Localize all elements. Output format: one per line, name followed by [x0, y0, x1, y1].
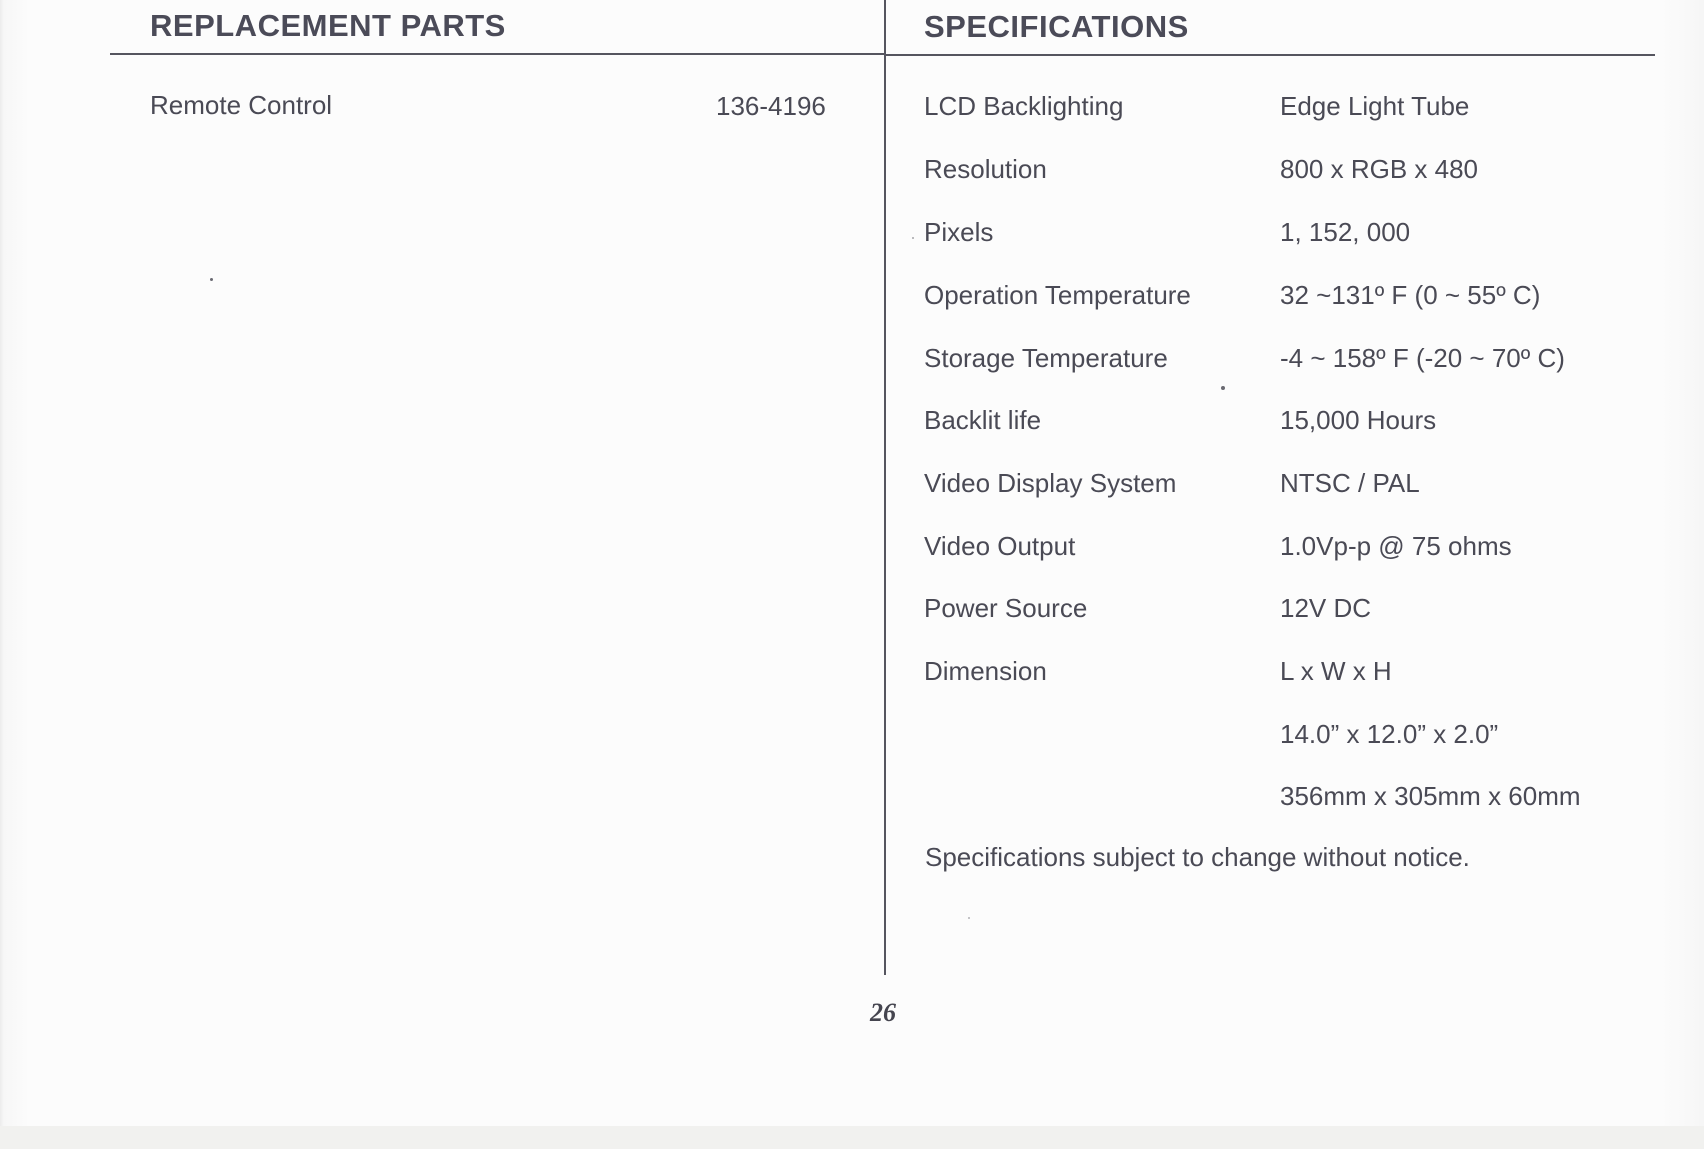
spec-value: 800 x RGB x 480 — [1280, 154, 1478, 184]
spec-value: Edge Light Tube — [1280, 91, 1470, 121]
spec-label: Video Display System — [924, 468, 1177, 498]
scan-speck — [210, 278, 213, 281]
spec-label: Power Source — [924, 593, 1088, 623]
spec-value: 14.0” x 12.0” x 2.0” — [1280, 719, 1499, 749]
spec-label: Storage Temperature — [924, 343, 1168, 373]
spec-value: 1.0Vp-p @ 75 ohms — [1280, 531, 1512, 561]
specifications-rule — [886, 54, 1655, 56]
specifications-note: Specifications subject to change without notice. — [925, 842, 1470, 872]
spec-value: L x W x H — [1280, 656, 1392, 686]
part-name-remote-control: Remote Control — [150, 90, 333, 120]
scan-speck — [968, 917, 970, 919]
page-bottom-edge — [0, 1126, 1704, 1149]
spec-label: Resolution — [924, 154, 1047, 184]
specifications-heading: SPECIFICATIONS — [924, 9, 1189, 44]
spec-value: 32 ~131º F (0 ~ 55º C) — [1280, 280, 1541, 310]
replacement-parts-heading: REPLACEMENT PARTS — [150, 8, 506, 43]
spec-value: -4 ~ 158º F (-20 ~ 70º C) — [1280, 343, 1565, 373]
spec-label: Operation Temperature — [924, 280, 1191, 310]
part-number-remote-control: 136-4196 — [716, 91, 826, 121]
scan-speck — [1221, 386, 1225, 390]
spec-value: 1, 152, 000 — [1280, 217, 1411, 247]
column-divider — [884, 0, 886, 975]
page-number: 26 — [870, 998, 896, 1027]
spec-label: Video Output — [924, 531, 1076, 561]
spec-label: LCD Backlighting — [924, 91, 1124, 121]
spec-label: Pixels — [924, 217, 994, 247]
spec-value: 356mm x 305mm x 60mm — [1280, 781, 1581, 811]
spec-value: 12V DC — [1280, 593, 1372, 623]
spec-label: Backlit life — [924, 405, 1042, 435]
spec-value: NTSC / PAL — [1280, 468, 1420, 498]
replacement-parts-rule — [110, 53, 886, 55]
spec-value: 15,000 Hours — [1280, 405, 1437, 435]
scan-speck — [912, 237, 914, 239]
spec-label: Dimension — [924, 656, 1047, 686]
